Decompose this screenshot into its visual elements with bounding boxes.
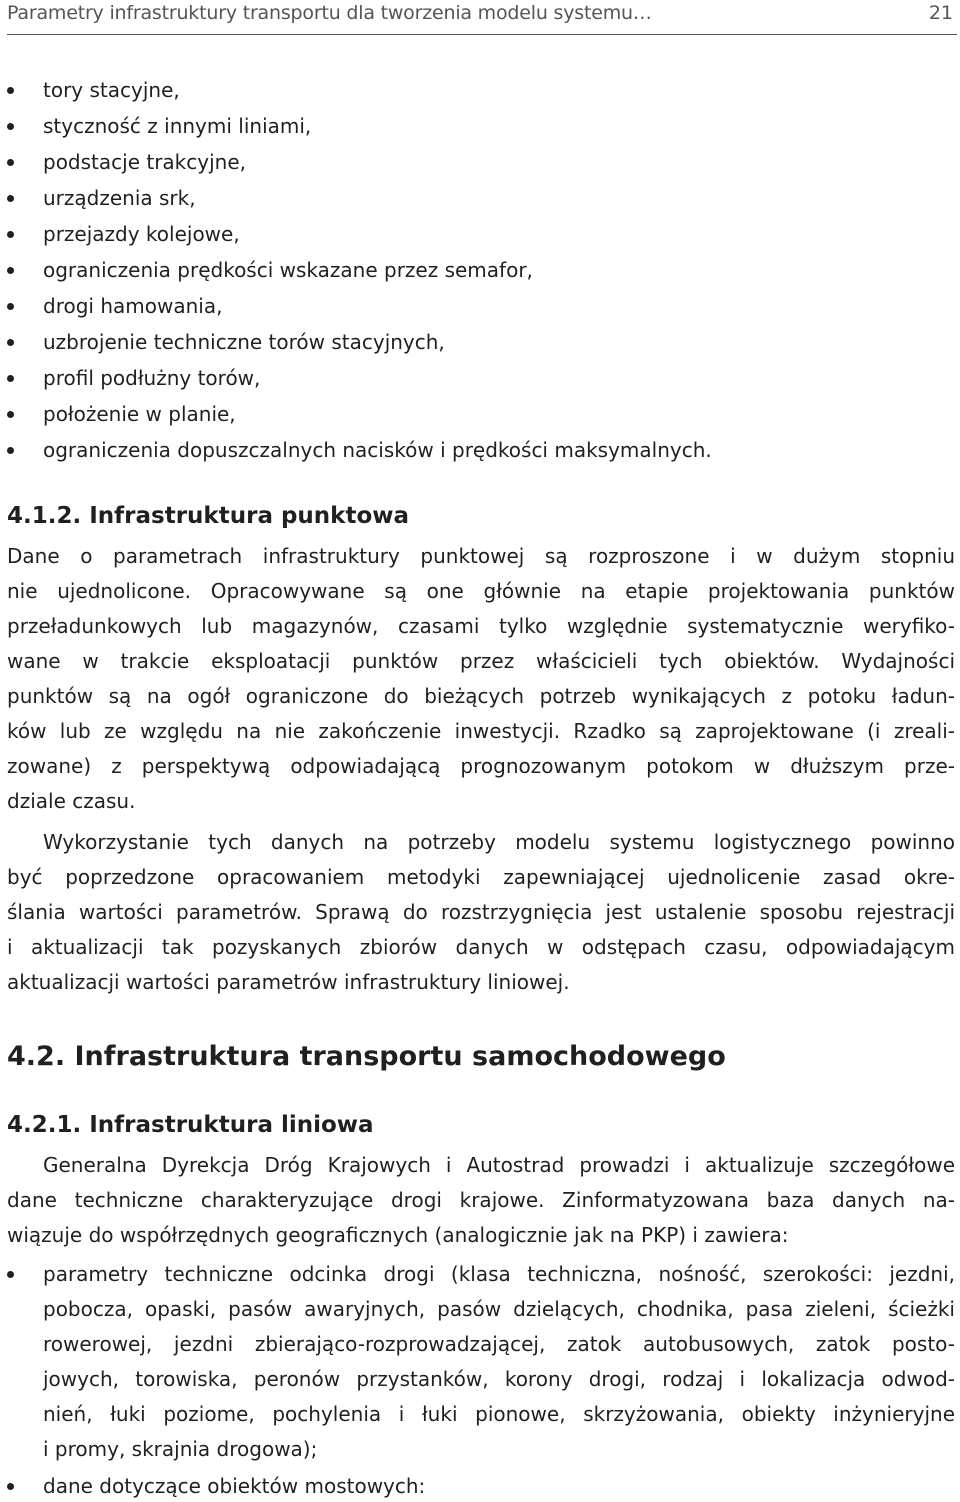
list-item (7, 216, 955, 252)
paragraph-line: i aktualizacji tak pozyskanych zbiorów danych w odstępach czasu, odpowiadającym (7, 935, 955, 959)
bullet-line: jowych, torowiska, peronów przystanków, korony drogi, rodzaj i lokalizacja odwod- (43, 1367, 955, 1391)
bullet-icon (7, 1271, 14, 1278)
paragraph-line: przeładunkowych lub magazynów, czasami tylko względnie systematycznie weryfiko- (7, 614, 955, 638)
paragraph-line: aktualizacji wartości parametrów infrastruktury liniowej. (7, 970, 570, 994)
bullet-icon (7, 195, 14, 202)
list-item (7, 108, 955, 144)
bullet-icon (7, 231, 14, 238)
paragraph-line: dane techniczne charakteryzujące drogi krajowe. Zinformatyzowana baza danych na- (7, 1188, 955, 1212)
paragraph-line: wiązuje do współrzędnych geograficznych (analogicznie jak na PKP) i zawiera: (7, 1223, 789, 1247)
list-item-text: ograniczenia dopuszczalnych nacisków i prędkości maksymalnych. (43, 438, 712, 462)
top-bullet-list (7, 72, 955, 468)
bullet-icon (7, 339, 14, 346)
list-item-text: podstacje trakcyjne, (43, 150, 246, 174)
paragraph-line: zowane) z perspektywą odpowiadającą prognozowanym potokom w dłuższym prze- (7, 754, 955, 778)
paragraph-line: dziale czasu. (7, 789, 136, 813)
list-item (7, 288, 955, 324)
list-item-text: tory stacyjne, (43, 78, 180, 102)
bullet-icon (7, 267, 14, 274)
paragraph-line: ków lub ze względu na nie zakończenie inwestycji. Rzadko są zaprojektowane (i zreali- (7, 719, 955, 743)
list-item-text: profil podłużny torów, (43, 366, 261, 390)
section-heading-4-2: 4.2. Infrastruktura transportu samochodowego (7, 1041, 726, 1072)
list-item-text: styczność z innymi liniami, (43, 114, 312, 138)
list-item (7, 324, 955, 360)
bullet-line: pobocza, opaski, pasów awaryjnych, pasów dzielących, chodnika, pasa zieleni, ścieżki (43, 1297, 955, 1321)
list-item-text: ograniczenia prędkości wskazane przez semafor, (43, 258, 533, 282)
list-item (7, 252, 955, 288)
page-number: 21 (928, 2, 953, 24)
bullet-line: i promy, skrajnia drogowa); (43, 1437, 318, 1461)
list-item-text: położenie w planie, (43, 402, 236, 426)
list-item-text: drogi hamowania, (43, 294, 223, 318)
bullet-icon (7, 303, 14, 310)
section-heading-4-1-2: 4.1.2. Infrastruktura punktowa (7, 503, 410, 529)
paragraph-line: być poprzedzone opracowaniem metodyki zapewniającej ujednolicenie zasad okre- (7, 865, 955, 889)
bullet-icon (7, 375, 14, 382)
bullet-icon (7, 123, 14, 130)
bullet-line: nień, łuki poziome, pochylenia i łuki pionowe, skrzyżowania, obiekty inżynieryjne (43, 1402, 955, 1426)
list-item (7, 396, 955, 432)
bullet-line: dane dotyczące obiektów mostowych: (43, 1474, 426, 1498)
section-heading-4-2-1: 4.2.1. Infrastruktura liniowa (7, 1112, 374, 1138)
list-item (7, 360, 955, 396)
list-item-text: urządzenia srk, (43, 186, 196, 210)
paragraph-line: punktów są na ogół ograniczone do bieżących potrzeb wynikających z potoku ładun- (7, 684, 955, 708)
bullet-icon (7, 1483, 14, 1490)
bullet-icon (7, 411, 14, 418)
list-item-text: uzbrojenie techniczne torów stacyjnych, (43, 330, 445, 354)
paragraph-line: nie ujednolicone. Opracowywane są one głównie na etapie projektowania punktów (7, 579, 955, 603)
bullet-icon (7, 159, 14, 166)
bullet-line: rowerowej, jezdni zbierająco-rozprowadzającej, zatok autobusowych, zatok posto- (43, 1332, 955, 1356)
list-item (7, 180, 955, 216)
list-item (7, 432, 955, 468)
list-item (7, 72, 955, 108)
list-item (7, 144, 955, 180)
bullet-icon (7, 87, 14, 94)
running-header (7, 0, 957, 35)
paragraph-line: Wykorzystanie tych danych na potrzeby modelu systemu logistycznego powinno (43, 830, 955, 854)
paragraph-line: Dane o parametrach infrastruktury punktowej są rozproszone i w dużym stopniu (7, 544, 955, 568)
list-item-text: przejazdy kolejowe, (43, 222, 240, 246)
bullet-icon (7, 447, 14, 454)
running-title: Parametry infrastruktury transportu dla tworzenia modelu systemu… (7, 2, 652, 24)
paragraph-line: Generalna Dyrekcja Dróg Krajowych i Autostrad prowadzi i aktualizuje szczegółowe (43, 1153, 955, 1177)
bullet-line: parametry techniczne odcinka drogi (klasa techniczna, nośność, szerokości: jezdni, (43, 1262, 955, 1286)
paragraph-line: ślania wartości parametrów. Sprawą do rozstrzygnięcia jest ustalenie sposobu rejestracji (7, 900, 955, 924)
paragraph-line: wane w trakcie eksploatacji punktów przez właścicieli tych obiektów. Wydajności (7, 649, 955, 673)
